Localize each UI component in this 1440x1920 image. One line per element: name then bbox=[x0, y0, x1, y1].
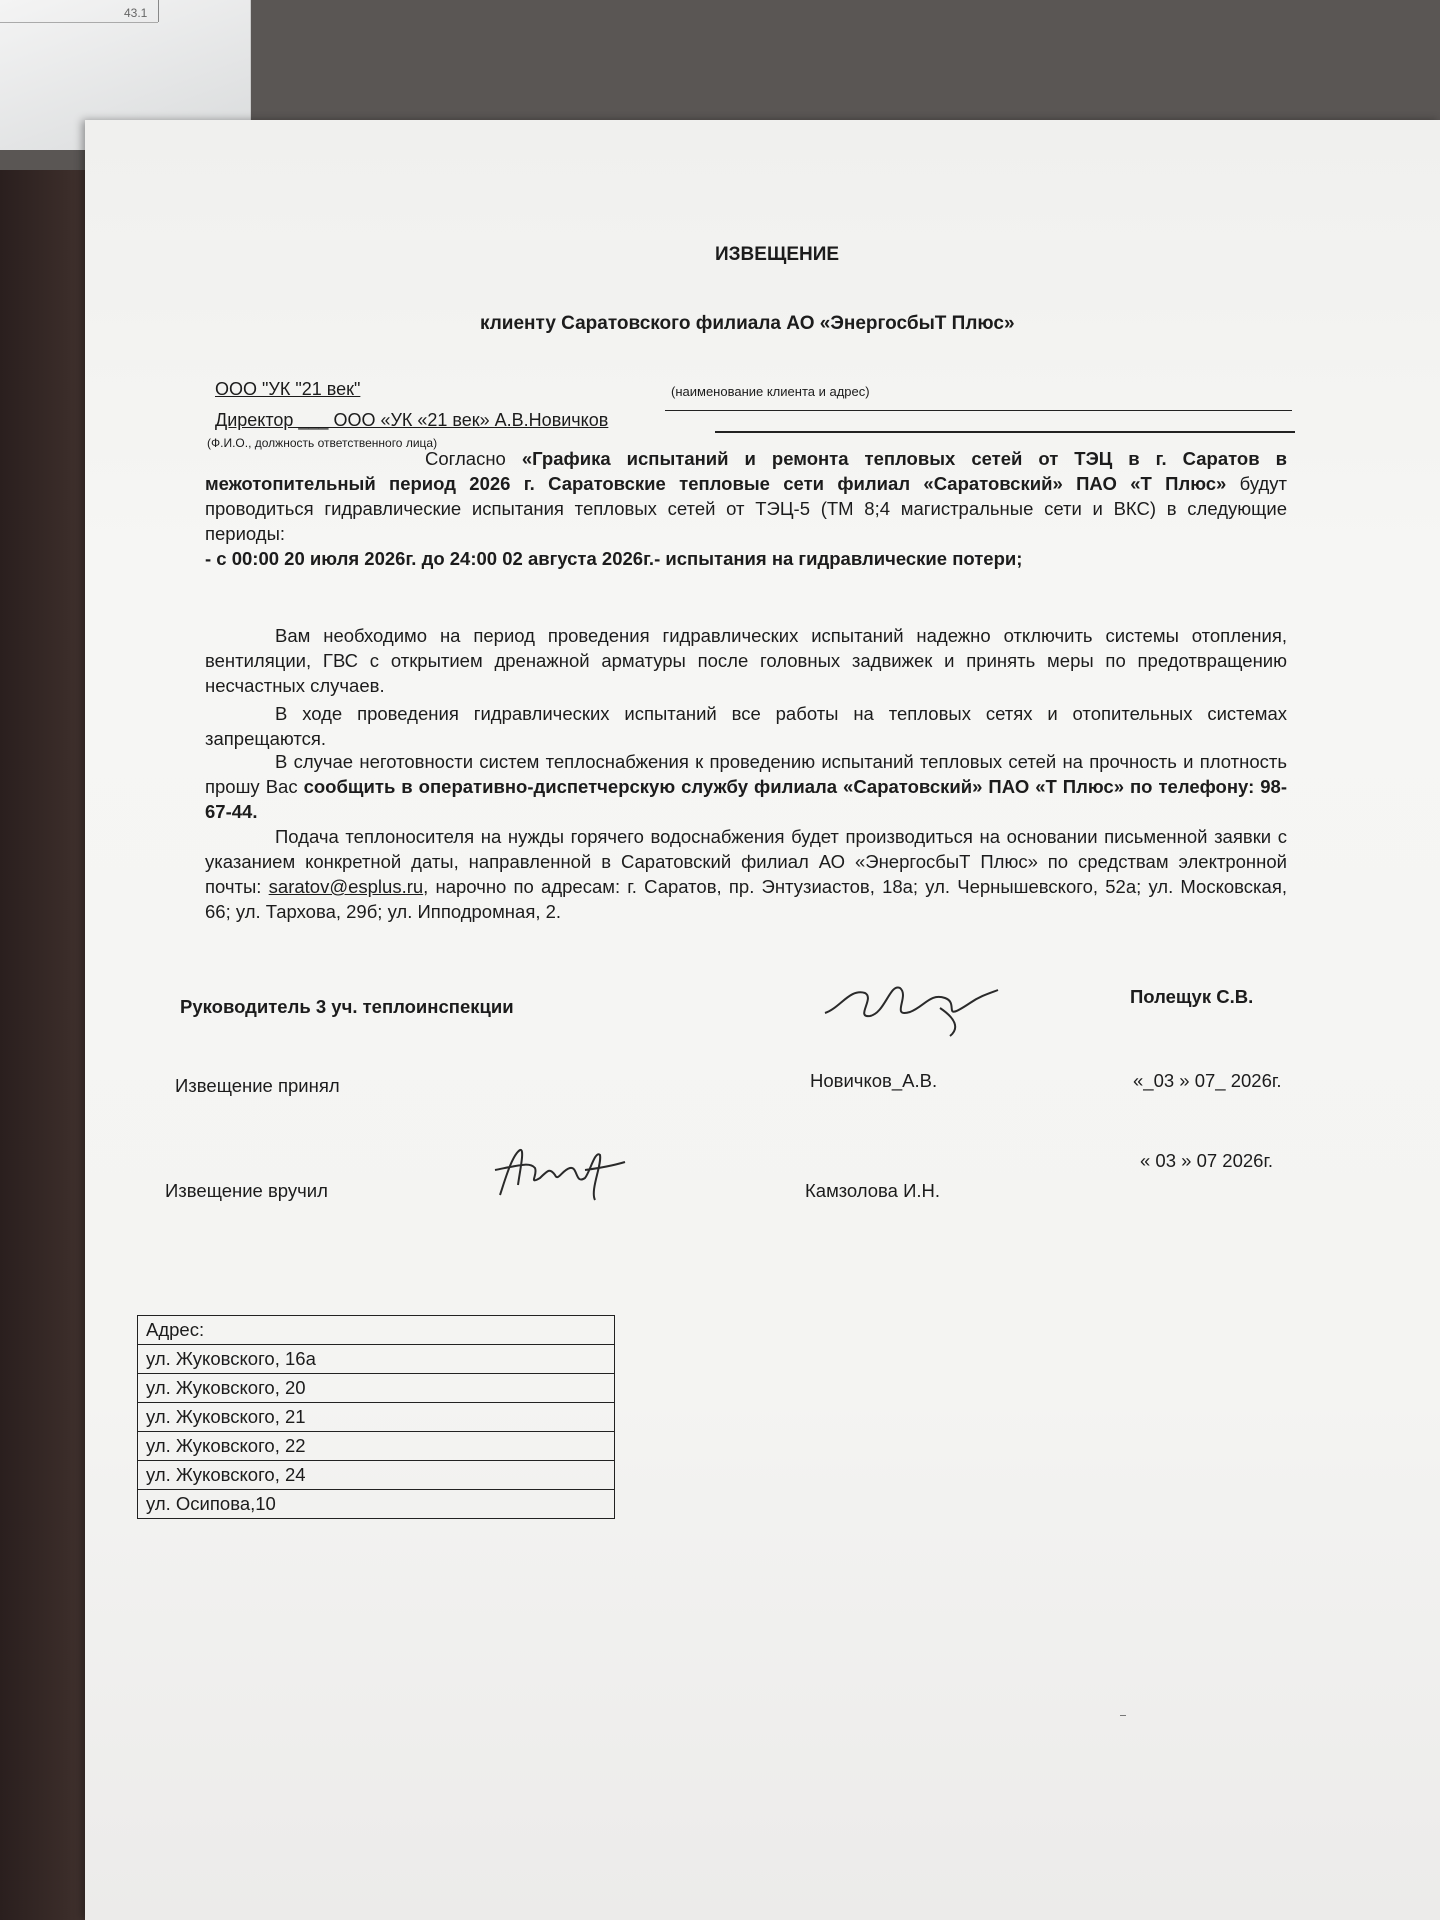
notice-document bbox=[85, 120, 1440, 1920]
paragraph-text: будут проводиться гидравлические испытания тепловых сетей от ТЭЦ-5 (ТМ 8;4 магистральные сети и ВКС) в следующие периоды: bbox=[205, 473, 1287, 544]
paragraph-text: Вам необходимо на период проведения гидравлических испытаний надежно отключить системы отопления, вентиляции, ГВС с открытием дренажной арматуры после головных задвижек и принять меры по предотвращению несчастных случаев. bbox=[205, 625, 1287, 696]
email-link[interactable]: saratov@esplus.ru bbox=[268, 876, 424, 897]
delivered-date: « 03 » 07 2026г. bbox=[1140, 1150, 1274, 1171]
delivered-signature-icon bbox=[490, 1140, 630, 1210]
paragraph-text: В случае неготовности систем теплоснабжения к проведению испытаний тепловых сетей на прочность и плотность прошу Вас bbox=[205, 751, 1287, 797]
delivered-label: Извещение вручил bbox=[165, 1180, 328, 1201]
document-title: ИЗВЕЩЕНИЕ bbox=[715, 244, 840, 265]
table-row bbox=[138, 1432, 615, 1461]
client-hint: (наименование клиента и адрес) bbox=[671, 384, 870, 399]
table-row bbox=[138, 1490, 615, 1519]
paper-mark bbox=[1120, 1715, 1126, 1716]
table-row bbox=[138, 1374, 615, 1403]
sheet-rule-horizontal bbox=[0, 22, 158, 23]
paragraph-schedule bbox=[205, 446, 1287, 571]
address-cell: ул. Жуковского, 21 bbox=[138, 1403, 615, 1432]
head-signature-icon bbox=[820, 968, 1010, 1038]
delivered-name: Камзолова И.Н. bbox=[805, 1180, 941, 1201]
received-label: Извещение принял bbox=[175, 1075, 340, 1096]
table-row bbox=[138, 1316, 615, 1345]
paragraph-text: Подача теплоносителя на нужды горячего водоснабжения будет производиться на основании письменной заявки с указанием конкретной даты, направленной в Саратовский филиал АО «ЭнергосбыТ Плюс» по средствам электронной почты: bbox=[205, 826, 1287, 897]
paragraph-prohibition bbox=[205, 701, 1287, 751]
client-rule bbox=[665, 410, 1292, 411]
received-date: «_03 » 07_ 2026г. bbox=[1133, 1070, 1282, 1091]
director-rule bbox=[715, 431, 1295, 433]
paragraph-requirements bbox=[205, 623, 1287, 698]
paragraph-contact bbox=[205, 749, 1287, 824]
paragraph-text: Согласно bbox=[425, 448, 522, 469]
table-row bbox=[138, 1461, 615, 1490]
received-name: Новичков_А.В. bbox=[810, 1070, 938, 1091]
paragraph-text: , нарочно по адресам: г. Саратов, пр. Энтузиастов, 18а; ул. Чернышевского, 52а; ул. Московская, 66; ул. Тархова, 29б; ул. Ипподромная, 2. bbox=[205, 876, 1287, 922]
head-name: Полещук С.В. bbox=[1130, 986, 1254, 1007]
address-cell: ул. Жуковского, 24 bbox=[138, 1461, 615, 1490]
paragraph-hot-water bbox=[205, 824, 1287, 924]
paragraph-text: В ходе проведения гидравлических испытаний все работы на тепловых сетях и отопительных системах запрещаются. bbox=[205, 703, 1287, 749]
client-name: ООО "УК "21 век" bbox=[215, 379, 361, 399]
sheet-number: 43.1 bbox=[124, 6, 148, 20]
address-cell: ул. Осипова,10 bbox=[138, 1490, 615, 1519]
address-cell: ул. Жуковского, 16а bbox=[138, 1345, 615, 1374]
head-role: Руководитель 3 уч. теплоинспекции bbox=[180, 996, 514, 1017]
table-row bbox=[138, 1345, 615, 1374]
address-header: Адрес: bbox=[138, 1316, 615, 1345]
paragraph-bold: «Графика испытаний и ремонта тепловых сетей от ТЭЦ в г. Саратов в межотопительный период 2026 г. Саратовские тепловые сети филиал «Саратовский» ПАО «Т Плюс» bbox=[205, 448, 1287, 494]
dispatch-contact: сообщить в оперативно-диспетчерскую службу филиала «Саратовский» ПАО «Т Плюс» по телефону: 98-67-44. bbox=[205, 776, 1287, 822]
director-hint: (Ф.И.О., должность ответственного лица) bbox=[207, 436, 438, 450]
address-table bbox=[137, 1315, 615, 1519]
test-period: - с 00:00 20 июля 2026г. до 24:00 02 августа 2026г.- испытания на гидравлические потери; bbox=[205, 548, 1023, 569]
sheet-rule bbox=[158, 0, 159, 22]
address-cell: ул. Жуковского, 20 bbox=[138, 1374, 615, 1403]
table-row bbox=[138, 1403, 615, 1432]
director-line: Директор ___ ООО «УК «21 век» А.В.Новичков bbox=[215, 410, 609, 430]
document-subtitle: клиенту Саратовского филиала АО «ЭнергосбыТ Плюс» bbox=[480, 313, 1015, 334]
address-cell: ул. Жуковского, 22 bbox=[138, 1432, 615, 1461]
